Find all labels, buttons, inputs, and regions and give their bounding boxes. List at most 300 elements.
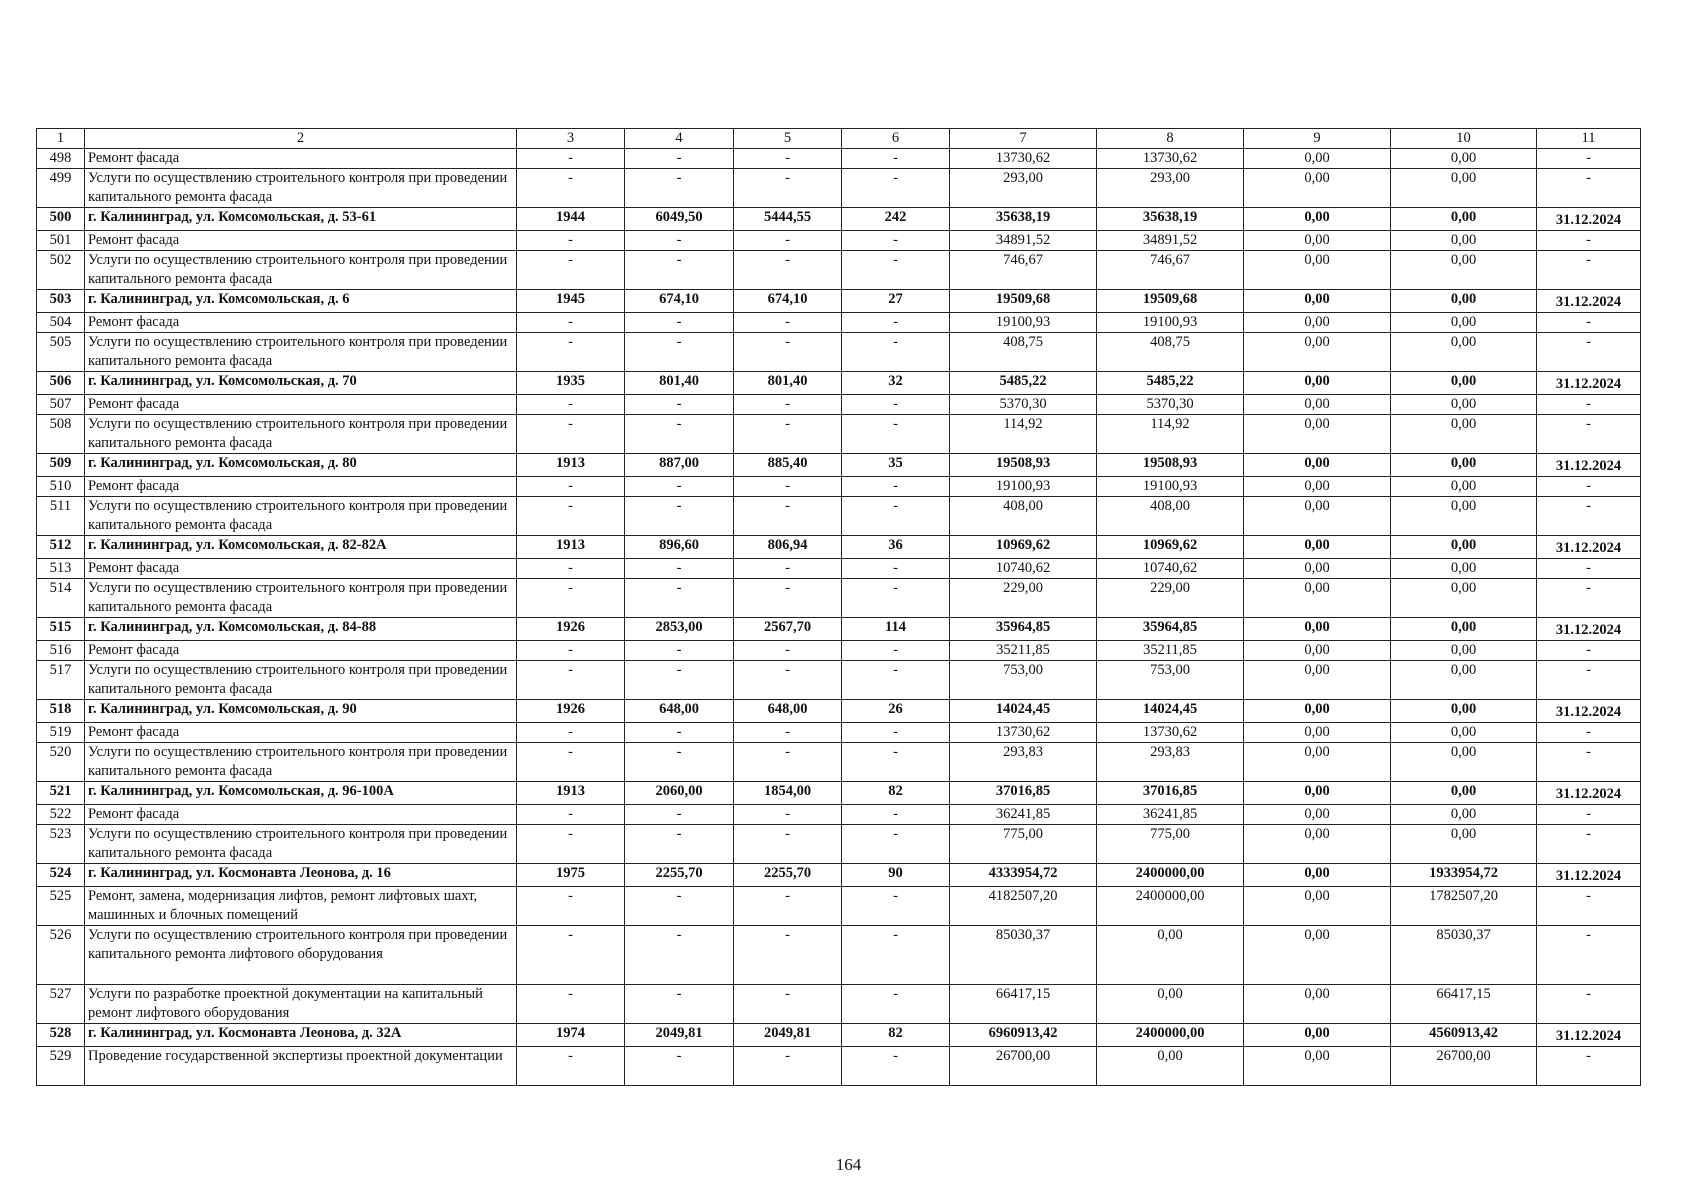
column-number: 1 <box>37 129 85 149</box>
budget-cost-cell: 0,00 <box>1244 208 1391 231</box>
other-cost-cell: 0,00 <box>1391 231 1537 251</box>
total-area-cell: - <box>625 149 734 169</box>
total-cost-cell: 746,67 <box>950 251 1097 290</box>
year-built-cell: - <box>517 743 625 782</box>
fund-cost-cell: 408,00 <box>1097 497 1244 536</box>
fund-cost-cell: 19509,68 <box>1097 290 1244 313</box>
row-number-cell: 499 <box>37 169 85 208</box>
total-cost-cell: 36241,85 <box>950 805 1097 825</box>
total-cost-cell: 19100,93 <box>950 477 1097 497</box>
total-cost-cell: 34891,52 <box>950 231 1097 251</box>
column-number: 9 <box>1244 129 1391 149</box>
work-item-row <box>37 333 1641 372</box>
total-area-cell: - <box>625 743 734 782</box>
work-description-cell: Ремонт фасада <box>85 641 517 661</box>
year-built-cell: 1913 <box>517 454 625 477</box>
budget-cost-cell: 0,00 <box>1244 149 1391 169</box>
row-number-cell: 508 <box>37 415 85 454</box>
residential-area-cell: - <box>734 661 842 700</box>
work-description-cell: Ремонт, замена, модернизация лифтов, ремонт лифтовых шахт, машинных и блочных помещений <box>85 887 517 926</box>
residential-area-cell: - <box>734 149 842 169</box>
other-cost-cell: 0,00 <box>1391 579 1537 618</box>
residents-count-cell: - <box>842 723 950 743</box>
total-cost-cell: 293,83 <box>950 743 1097 782</box>
other-cost-cell: 0,00 <box>1391 825 1537 864</box>
row-number-cell: 517 <box>37 661 85 700</box>
other-cost-cell: 1933954,72 <box>1391 864 1537 887</box>
residents-count-cell: 82 <box>842 1024 950 1047</box>
residents-count-cell: 36 <box>842 536 950 559</box>
year-built-cell: 1913 <box>517 782 625 805</box>
total-cost-cell: 10969,62 <box>950 536 1097 559</box>
fund-cost-cell: 0,00 <box>1097 985 1244 1024</box>
budget-cost-cell: 0,00 <box>1244 1024 1391 1047</box>
residential-area-cell: 2049,81 <box>734 1024 842 1047</box>
completion-date-cell: 31.12.2024 <box>1537 782 1641 805</box>
completion-date-cell: - <box>1537 579 1641 618</box>
budget-cost-cell: 0,00 <box>1244 579 1391 618</box>
residential-area-cell: - <box>734 395 842 415</box>
other-cost-cell: 4560913,42 <box>1391 1024 1537 1047</box>
row-number-cell: 513 <box>37 559 85 579</box>
total-cost-cell: 293,00 <box>950 169 1097 208</box>
total-cost-cell: 35964,85 <box>950 618 1097 641</box>
year-built-cell: - <box>517 149 625 169</box>
work-item-row <box>37 985 1641 1024</box>
other-cost-cell: 0,00 <box>1391 497 1537 536</box>
total-cost-cell: 37016,85 <box>950 782 1097 805</box>
budget-cost-cell: 0,00 <box>1244 395 1391 415</box>
total-area-cell: - <box>625 231 734 251</box>
total-cost-cell: 5370,30 <box>950 395 1097 415</box>
residents-count-cell: 35 <box>842 454 950 477</box>
total-area-cell: 896,60 <box>625 536 734 559</box>
fund-cost-cell: 2400000,00 <box>1097 887 1244 926</box>
building-row <box>37 372 1641 395</box>
other-cost-cell: 0,00 <box>1391 477 1537 497</box>
work-description-cell: г. Калининград, ул. Космонавта Леонова, д. 32А <box>85 1024 517 1047</box>
fund-cost-cell: 5485,22 <box>1097 372 1244 395</box>
residential-area-cell: - <box>734 251 842 290</box>
year-built-cell: - <box>517 251 625 290</box>
budget-cost-cell: 0,00 <box>1244 805 1391 825</box>
fund-cost-cell: 753,00 <box>1097 661 1244 700</box>
total-area-cell: - <box>625 477 734 497</box>
year-built-cell: 1974 <box>517 1024 625 1047</box>
residents-count-cell: - <box>842 497 950 536</box>
budget-cost-cell: 0,00 <box>1244 454 1391 477</box>
work-description-cell: Услуги по осуществлению строительного контроля при проведении капитального ремонта лифтового оборудования <box>85 926 517 985</box>
total-area-cell: 674,10 <box>625 290 734 313</box>
fund-cost-cell: 229,00 <box>1097 579 1244 618</box>
work-item-row <box>37 723 1641 743</box>
other-cost-cell: 1782507,20 <box>1391 887 1537 926</box>
work-description-cell: г. Калининград, ул. Комсомольская, д. 90 <box>85 700 517 723</box>
work-description-cell: г. Калининград, ул. Комсомольская, д. 84-88 <box>85 618 517 641</box>
completion-date-cell: - <box>1537 723 1641 743</box>
year-built-cell: - <box>517 559 625 579</box>
other-cost-cell: 0,00 <box>1391 454 1537 477</box>
year-built-cell: 1944 <box>517 208 625 231</box>
year-built-cell: 1913 <box>517 536 625 559</box>
completion-date-cell: - <box>1537 231 1641 251</box>
completion-date-cell: - <box>1537 661 1641 700</box>
residential-area-cell: 674,10 <box>734 290 842 313</box>
residential-area-cell: - <box>734 333 842 372</box>
fund-cost-cell: 2400000,00 <box>1097 864 1244 887</box>
work-description-cell: г. Калининград, ул. Космонавта Леонова, д. 16 <box>85 864 517 887</box>
completion-date-cell: 31.12.2024 <box>1537 864 1641 887</box>
page-number: 164 <box>835 1155 862 1174</box>
completion-date-cell: - <box>1537 985 1641 1024</box>
fund-cost-cell: 293,00 <box>1097 169 1244 208</box>
work-description-cell: Услуги по осуществлению строительного контроля при проведении капитального ремонта фасада <box>85 579 517 618</box>
table-body <box>37 129 1641 1086</box>
completion-date-cell: 31.12.2024 <box>1537 618 1641 641</box>
year-built-cell: - <box>517 313 625 333</box>
residential-area-cell: - <box>734 1047 842 1086</box>
residents-count-cell: - <box>842 559 950 579</box>
column-number: 2 <box>85 129 517 149</box>
residents-count-cell: 82 <box>842 782 950 805</box>
fund-cost-cell: 35964,85 <box>1097 618 1244 641</box>
building-row <box>37 208 1641 231</box>
year-built-cell: - <box>517 497 625 536</box>
completion-date-cell: 31.12.2024 <box>1537 372 1641 395</box>
column-number: 7 <box>950 129 1097 149</box>
work-description-cell: Ремонт фасада <box>85 805 517 825</box>
row-number-cell: 529 <box>37 1047 85 1086</box>
total-cost-cell: 753,00 <box>950 661 1097 700</box>
budget-cost-cell: 0,00 <box>1244 333 1391 372</box>
residents-count-cell: - <box>842 579 950 618</box>
work-item-row <box>37 251 1641 290</box>
total-area-cell: - <box>625 251 734 290</box>
residential-area-cell: - <box>734 805 842 825</box>
residents-count-cell: - <box>842 926 950 985</box>
fund-cost-cell: 19100,93 <box>1097 313 1244 333</box>
residents-count-cell: - <box>842 887 950 926</box>
residents-count-cell: 242 <box>842 208 950 231</box>
budget-cost-cell: 0,00 <box>1244 372 1391 395</box>
year-built-cell: 1975 <box>517 864 625 887</box>
work-description-cell: Услуги по осуществлению строительного контроля при проведении капитального ремонта фасада <box>85 661 517 700</box>
work-description-cell: Услуги по осуществлению строительного контроля при проведении капитального ремонта фасада <box>85 333 517 372</box>
building-row <box>37 700 1641 723</box>
completion-date-cell: - <box>1537 641 1641 661</box>
column-number: 8 <box>1097 129 1244 149</box>
residential-area-cell: - <box>734 743 842 782</box>
fund-cost-cell: 293,83 <box>1097 743 1244 782</box>
residential-area-cell: - <box>734 477 842 497</box>
row-number-cell: 509 <box>37 454 85 477</box>
year-built-cell: - <box>517 825 625 864</box>
year-built-cell: - <box>517 169 625 208</box>
other-cost-cell: 0,00 <box>1391 743 1537 782</box>
work-description-cell: Услуги по разработке проектной документации на капитальный ремонт лифтового оборудования <box>85 985 517 1024</box>
completion-date-cell: 31.12.2024 <box>1537 208 1641 231</box>
total-area-cell: - <box>625 415 734 454</box>
building-row <box>37 618 1641 641</box>
other-cost-cell: 0,00 <box>1391 641 1537 661</box>
completion-date-cell: - <box>1537 825 1641 864</box>
total-cost-cell: 19508,93 <box>950 454 1097 477</box>
work-description-cell: г. Калининград, ул. Комсомольская, д. 70 <box>85 372 517 395</box>
total-cost-cell: 35211,85 <box>950 641 1097 661</box>
total-area-cell: - <box>625 169 734 208</box>
column-number-row <box>37 129 1641 149</box>
work-item-row <box>37 926 1641 985</box>
row-number-cell: 518 <box>37 700 85 723</box>
residential-area-cell: - <box>734 825 842 864</box>
total-area-cell: 648,00 <box>625 700 734 723</box>
work-item-row <box>37 169 1641 208</box>
row-number-cell: 520 <box>37 743 85 782</box>
total-area-cell: 2853,00 <box>625 618 734 641</box>
total-cost-cell: 14024,45 <box>950 700 1097 723</box>
total-area-cell: 887,00 <box>625 454 734 477</box>
row-number-cell: 505 <box>37 333 85 372</box>
completion-date-cell: - <box>1537 497 1641 536</box>
residential-area-cell: - <box>734 887 842 926</box>
building-row <box>37 782 1641 805</box>
budget-cost-cell: 0,00 <box>1244 1047 1391 1086</box>
completion-date-cell: - <box>1537 333 1641 372</box>
fund-cost-cell: 37016,85 <box>1097 782 1244 805</box>
fund-cost-cell: 10969,62 <box>1097 536 1244 559</box>
residents-count-cell: 114 <box>842 618 950 641</box>
budget-cost-cell: 0,00 <box>1244 290 1391 313</box>
residents-count-cell: 90 <box>842 864 950 887</box>
building-row <box>37 290 1641 313</box>
other-cost-cell: 0,00 <box>1391 723 1537 743</box>
year-built-cell: 1945 <box>517 290 625 313</box>
work-description-cell: г. Калининград, ул. Комсомольская, д. 53-61 <box>85 208 517 231</box>
year-built-cell: - <box>517 985 625 1024</box>
completion-date-cell: 31.12.2024 <box>1537 536 1641 559</box>
total-cost-cell: 85030,37 <box>950 926 1097 985</box>
row-number-cell: 521 <box>37 782 85 805</box>
year-built-cell: - <box>517 579 625 618</box>
total-area-cell: - <box>625 723 734 743</box>
budget-cost-cell: 0,00 <box>1244 313 1391 333</box>
total-cost-cell: 408,75 <box>950 333 1097 372</box>
completion-date-cell: 31.12.2024 <box>1537 700 1641 723</box>
residential-area-cell: 806,94 <box>734 536 842 559</box>
row-number-cell: 507 <box>37 395 85 415</box>
fund-cost-cell: 2400000,00 <box>1097 1024 1244 1047</box>
residential-area-cell: - <box>734 579 842 618</box>
row-number-cell: 516 <box>37 641 85 661</box>
total-area-cell: - <box>625 1047 734 1086</box>
residents-count-cell: - <box>842 395 950 415</box>
work-description-cell: Услуги по осуществлению строительного контроля при проведении капитального ремонта фасада <box>85 251 517 290</box>
completion-date-cell: - <box>1537 395 1641 415</box>
work-item-row <box>37 559 1641 579</box>
work-description-cell: Ремонт фасада <box>85 395 517 415</box>
total-cost-cell: 66417,15 <box>950 985 1097 1024</box>
other-cost-cell: 0,00 <box>1391 700 1537 723</box>
residential-area-cell: 1854,00 <box>734 782 842 805</box>
residents-count-cell: 32 <box>842 372 950 395</box>
total-cost-cell: 4333954,72 <box>950 864 1097 887</box>
column-number: 5 <box>734 129 842 149</box>
completion-date-cell: - <box>1537 926 1641 985</box>
row-number-cell: 525 <box>37 887 85 926</box>
work-description-cell: Ремонт фасада <box>85 149 517 169</box>
other-cost-cell: 0,00 <box>1391 313 1537 333</box>
total-area-cell: - <box>625 926 734 985</box>
work-description-cell: Услуги по осуществлению строительного контроля при проведении капитального ремонта фасада <box>85 825 517 864</box>
total-cost-cell: 19509,68 <box>950 290 1097 313</box>
fund-cost-cell: 36241,85 <box>1097 805 1244 825</box>
work-description-cell: г. Калининград, ул. Комсомольская, д. 80 <box>85 454 517 477</box>
other-cost-cell: 26700,00 <box>1391 1047 1537 1086</box>
total-area-cell: 2255,70 <box>625 864 734 887</box>
work-item-row <box>37 887 1641 926</box>
total-area-cell: - <box>625 887 734 926</box>
work-item-row <box>37 805 1641 825</box>
budget-cost-cell: 0,00 <box>1244 887 1391 926</box>
residential-area-cell: - <box>734 559 842 579</box>
year-built-cell: - <box>517 1047 625 1086</box>
residents-count-cell: - <box>842 231 950 251</box>
other-cost-cell: 0,00 <box>1391 805 1537 825</box>
total-area-cell: 2049,81 <box>625 1024 734 1047</box>
residential-area-cell: - <box>734 169 842 208</box>
fund-cost-cell: 775,00 <box>1097 825 1244 864</box>
total-cost-cell: 13730,62 <box>950 723 1097 743</box>
residents-count-cell: - <box>842 985 950 1024</box>
completion-date-cell: - <box>1537 251 1641 290</box>
completion-date-cell: - <box>1537 887 1641 926</box>
work-description-cell: Ремонт фасада <box>85 313 517 333</box>
total-cost-cell: 13730,62 <box>950 149 1097 169</box>
residential-area-cell: - <box>734 415 842 454</box>
row-number-cell: 504 <box>37 313 85 333</box>
fund-cost-cell: 35638,19 <box>1097 208 1244 231</box>
completion-date-cell: - <box>1537 1047 1641 1086</box>
residents-count-cell: - <box>842 333 950 372</box>
row-number-cell: 498 <box>37 149 85 169</box>
residents-count-cell: - <box>842 415 950 454</box>
work-item-row <box>37 579 1641 618</box>
other-cost-cell: 0,00 <box>1391 149 1537 169</box>
residential-area-cell: 648,00 <box>734 700 842 723</box>
work-description-cell: Ремонт фасада <box>85 477 517 497</box>
fund-cost-cell: 19508,93 <box>1097 454 1244 477</box>
residential-area-cell: - <box>734 497 842 536</box>
residential-area-cell: - <box>734 926 842 985</box>
budget-cost-cell: 0,00 <box>1244 661 1391 700</box>
year-built-cell: - <box>517 477 625 497</box>
work-item-row <box>37 415 1641 454</box>
work-item-row <box>37 313 1641 333</box>
other-cost-cell: 0,00 <box>1391 333 1537 372</box>
fund-cost-cell: 19100,93 <box>1097 477 1244 497</box>
row-number-cell: 511 <box>37 497 85 536</box>
row-number-cell: 523 <box>37 825 85 864</box>
other-cost-cell: 66417,15 <box>1391 985 1537 1024</box>
completion-date-cell: - <box>1537 559 1641 579</box>
residential-area-cell: - <box>734 723 842 743</box>
total-area-cell: - <box>625 661 734 700</box>
work-description-cell: Услуги по осуществлению строительного контроля при проведении капитального ремонта фасада <box>85 743 517 782</box>
work-item-row <box>37 661 1641 700</box>
total-cost-cell: 4182507,20 <box>950 887 1097 926</box>
budget-cost-cell: 0,00 <box>1244 723 1391 743</box>
building-row <box>37 1024 1641 1047</box>
other-cost-cell: 0,00 <box>1391 782 1537 805</box>
row-number-cell: 502 <box>37 251 85 290</box>
residential-area-cell: 2567,70 <box>734 618 842 641</box>
total-area-cell: - <box>625 333 734 372</box>
work-description-cell: г. Калининград, ул. Комсомольская, д. 6 <box>85 290 517 313</box>
capital-repair-table <box>36 128 1641 1086</box>
work-description-cell: Услуги по осуществлению строительного контроля при проведении капитального ремонта фасада <box>85 497 517 536</box>
fund-cost-cell: 5370,30 <box>1097 395 1244 415</box>
residents-count-cell: - <box>842 743 950 782</box>
year-built-cell: - <box>517 805 625 825</box>
total-cost-cell: 19100,93 <box>950 313 1097 333</box>
total-area-cell: 6049,50 <box>625 208 734 231</box>
row-number-cell: 526 <box>37 926 85 985</box>
work-description-cell: Ремонт фасада <box>85 231 517 251</box>
row-number-cell: 519 <box>37 723 85 743</box>
total-cost-cell: 10740,62 <box>950 559 1097 579</box>
residents-count-cell: - <box>842 251 950 290</box>
total-cost-cell: 775,00 <box>950 825 1097 864</box>
residential-area-cell: - <box>734 985 842 1024</box>
total-area-cell: - <box>625 805 734 825</box>
work-item-row <box>37 231 1641 251</box>
other-cost-cell: 0,00 <box>1391 415 1537 454</box>
other-cost-cell: 0,00 <box>1391 618 1537 641</box>
other-cost-cell: 0,00 <box>1391 661 1537 700</box>
year-built-cell: - <box>517 395 625 415</box>
year-built-cell: 1935 <box>517 372 625 395</box>
total-area-cell: - <box>625 825 734 864</box>
column-number: 6 <box>842 129 950 149</box>
row-number-cell: 501 <box>37 231 85 251</box>
budget-cost-cell: 0,00 <box>1244 700 1391 723</box>
total-area-cell: - <box>625 579 734 618</box>
work-item-row <box>37 477 1641 497</box>
work-item-row <box>37 743 1641 782</box>
row-number-cell: 514 <box>37 579 85 618</box>
year-built-cell: - <box>517 333 625 372</box>
completion-date-cell: - <box>1537 415 1641 454</box>
residents-count-cell: 26 <box>842 700 950 723</box>
column-number: 11 <box>1537 129 1641 149</box>
row-number-cell: 503 <box>37 290 85 313</box>
completion-date-cell: - <box>1537 805 1641 825</box>
total-cost-cell: 35638,19 <box>950 208 1097 231</box>
residents-count-cell: - <box>842 1047 950 1086</box>
total-cost-cell: 6960913,42 <box>950 1024 1097 1047</box>
completion-date-cell: 31.12.2024 <box>1537 290 1641 313</box>
row-number-cell: 527 <box>37 985 85 1024</box>
budget-cost-cell: 0,00 <box>1244 415 1391 454</box>
total-cost-cell: 229,00 <box>950 579 1097 618</box>
work-item-row <box>37 149 1641 169</box>
budget-cost-cell: 0,00 <box>1244 743 1391 782</box>
work-description-cell: Проведение государственной экспертизы проектной документации <box>85 1047 517 1086</box>
budget-cost-cell: 0,00 <box>1244 536 1391 559</box>
budget-cost-cell: 0,00 <box>1244 926 1391 985</box>
other-cost-cell: 0,00 <box>1391 251 1537 290</box>
year-built-cell: - <box>517 661 625 700</box>
